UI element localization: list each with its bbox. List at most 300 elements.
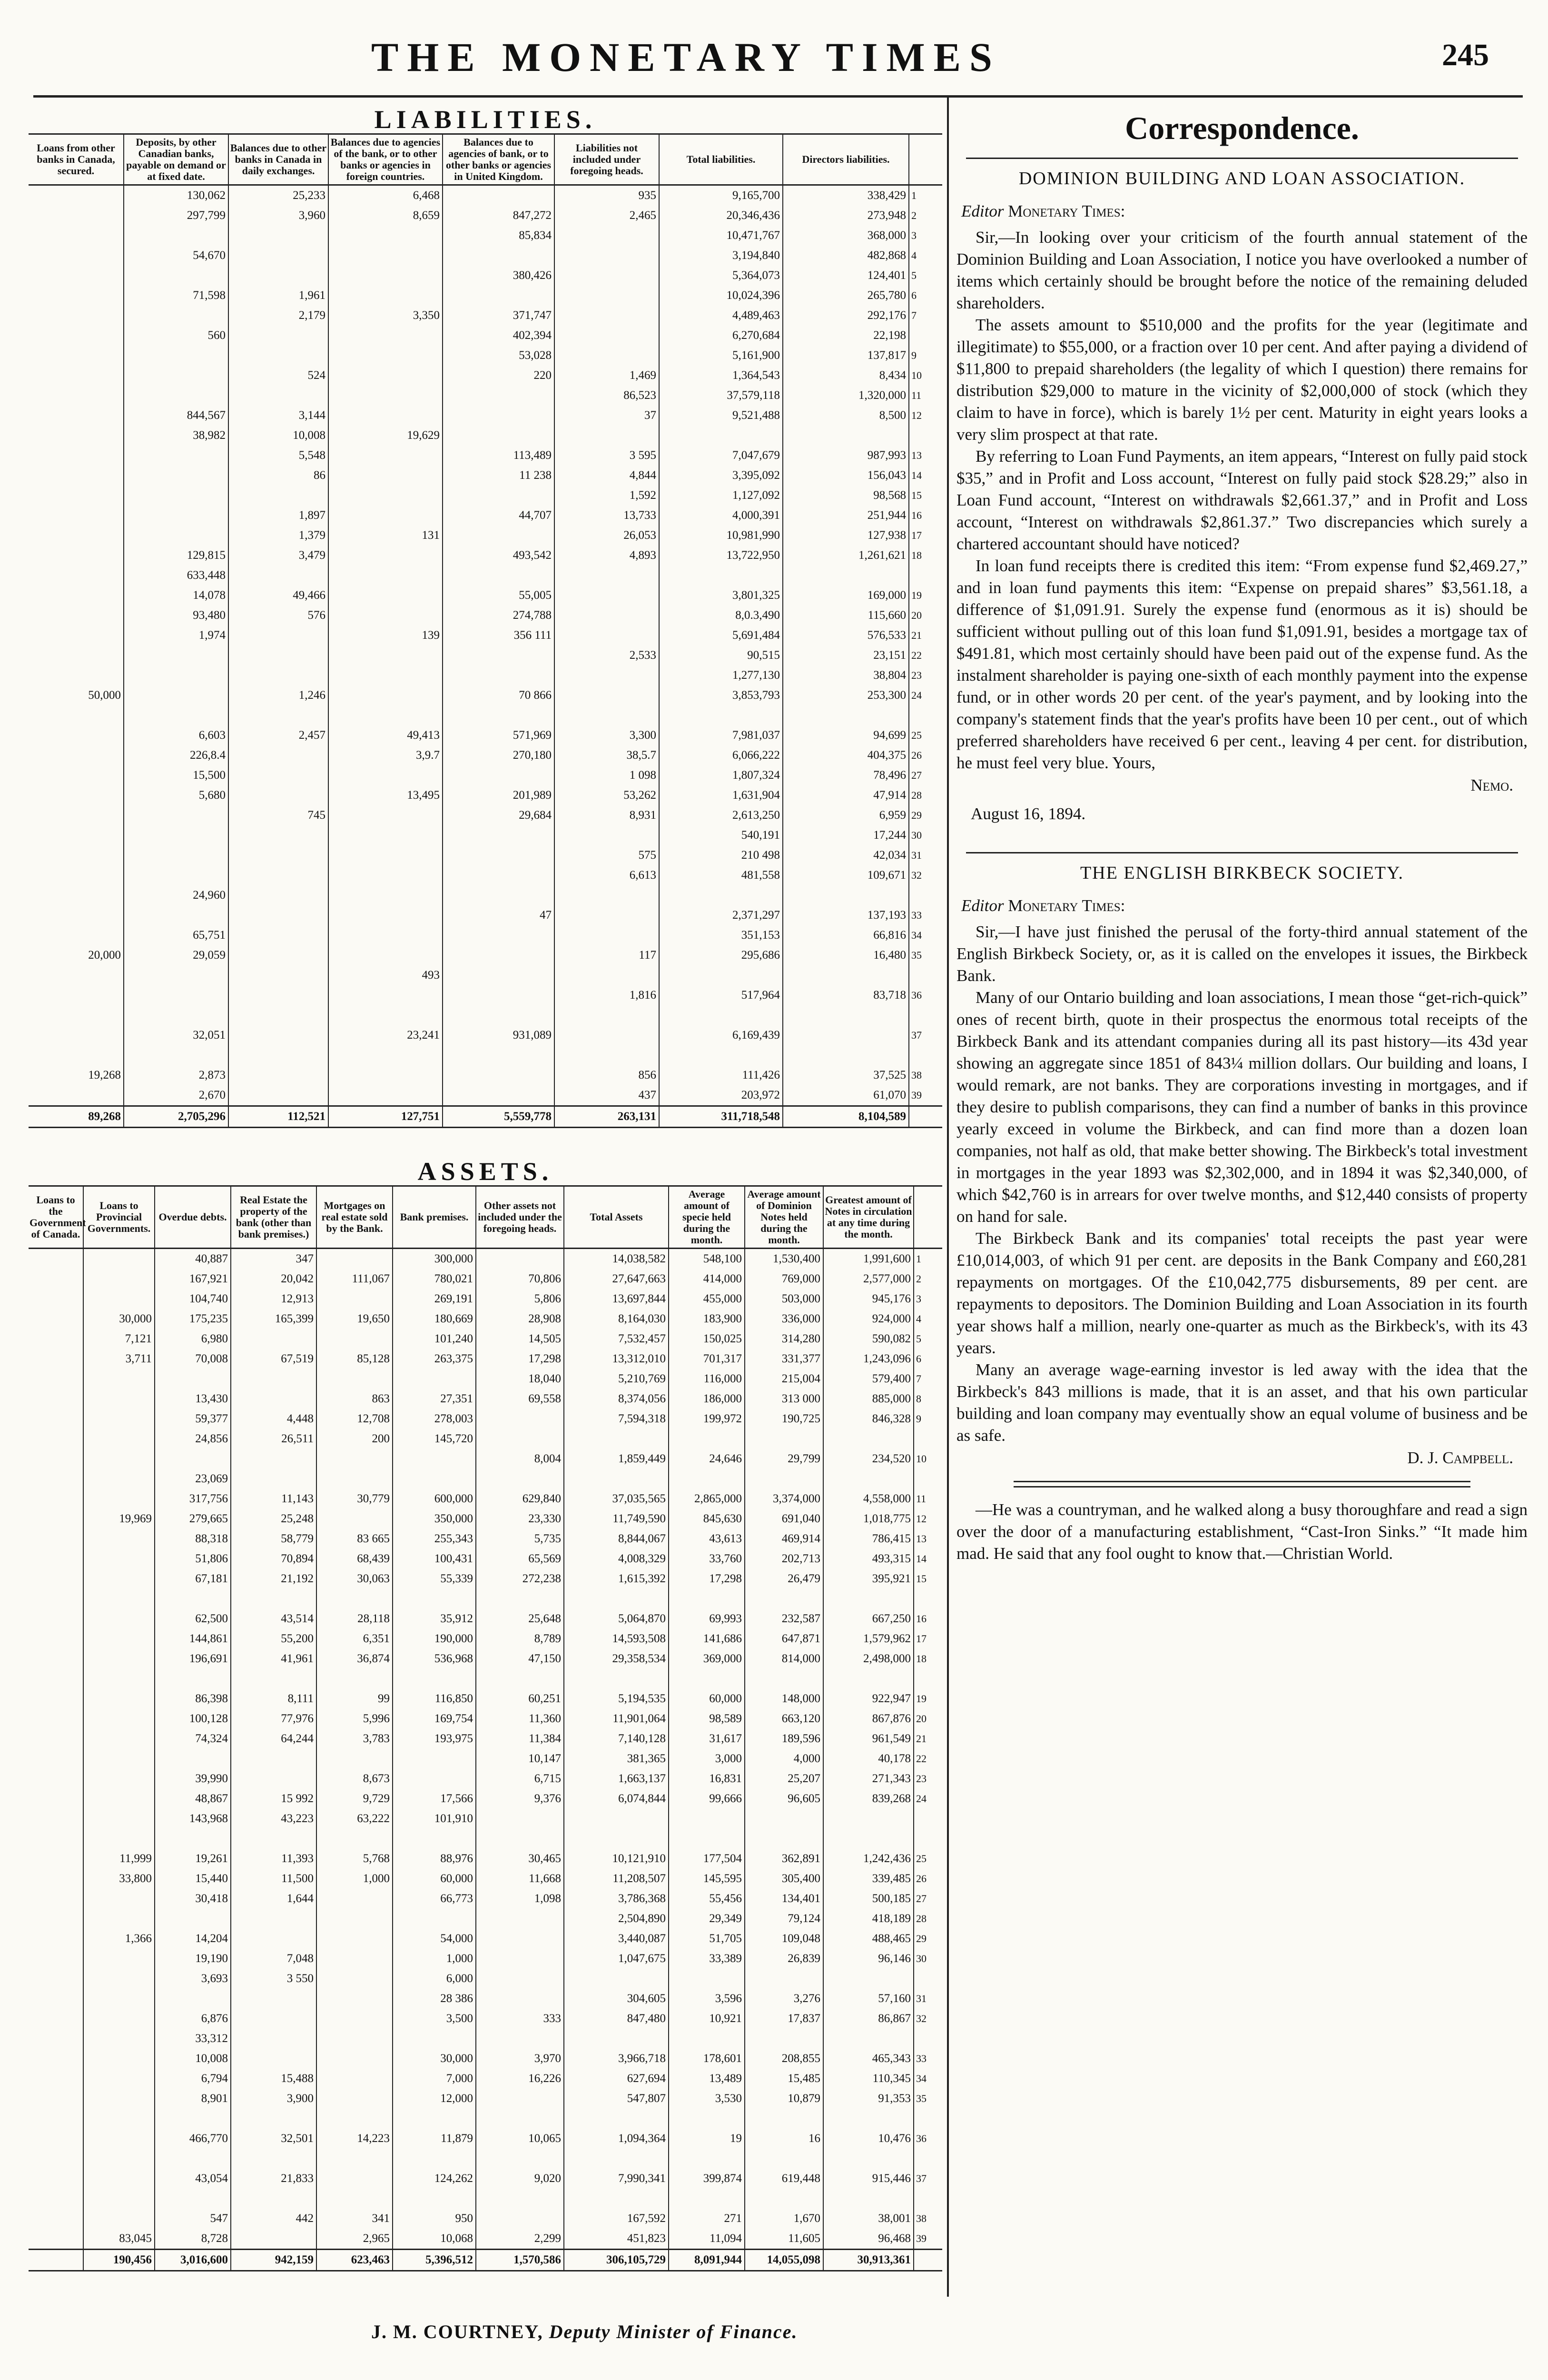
row-number: 11 [911, 389, 922, 401]
table-cell: 455,000 [669, 1289, 745, 1309]
table-cell: 169,754 [393, 1709, 476, 1729]
table-cell [29, 1005, 124, 1025]
table-row [29, 1269, 942, 1289]
table-cell: 111,067 [316, 1269, 393, 1289]
table-cell [823, 1829, 914, 1849]
row-number: 18 [916, 1653, 927, 1665]
table-cell: 10,065 [476, 2129, 564, 2149]
table-cell: 2,613,250 [659, 805, 783, 825]
table-cell: 9,020 [476, 2169, 564, 2189]
table-cell: 69,993 [669, 1609, 745, 1629]
table-cell: 25,207 [745, 1769, 823, 1789]
table-row [29, 665, 942, 685]
table-cell [328, 945, 443, 965]
table-cell [328, 1085, 443, 1106]
table-cell: 647,871 [745, 1629, 823, 1649]
table-cell: 7,594,318 [564, 1409, 669, 1429]
table-cell: 109,048 [745, 1929, 823, 1949]
table-cell: 942,159 [231, 2250, 316, 2271]
table-cell: 3,194,840 [659, 246, 783, 266]
table-cell [124, 366, 228, 386]
row-number: 19 [911, 589, 922, 601]
table-cell [29, 1469, 83, 1489]
table-cell [476, 1669, 564, 1689]
table-cell: 1,579,962 [823, 1629, 914, 1649]
table-cell [669, 1829, 745, 1849]
table-cell: 15,500 [124, 765, 228, 785]
table-cell: 11,500 [231, 1869, 316, 1889]
row-number: 20 [916, 1713, 927, 1725]
table-cell: 26,511 [231, 1429, 316, 1449]
table-cell: 3,374,000 [745, 1489, 823, 1509]
table-cell: 314,280 [745, 1329, 823, 1349]
table-cell [443, 486, 554, 506]
table-cell [443, 865, 554, 885]
table-cell [823, 2149, 914, 2169]
table-cell: 86,398 [155, 1689, 231, 1709]
table-cell: 8,500 [783, 406, 909, 426]
table-cell: 175,235 [155, 1309, 231, 1329]
table-row [29, 1469, 942, 1489]
row-number: 22 [911, 649, 922, 661]
table-cell [564, 2109, 669, 2129]
table-cell [476, 1249, 564, 1269]
table-cell [83, 1949, 155, 1969]
table-row [29, 2129, 942, 2149]
table-cell [124, 446, 228, 466]
table-cell [231, 1669, 316, 1689]
table-row [29, 1869, 942, 1889]
table-cell [231, 1449, 316, 1469]
table-cell: 2,705,296 [124, 1106, 228, 1128]
table-cell [29, 965, 124, 985]
table-cell: 6,000 [393, 1969, 476, 1989]
table-cell: 560 [124, 326, 228, 346]
table-cell [316, 1889, 393, 1909]
table-cell [83, 2109, 155, 2129]
table-row [29, 1789, 942, 1809]
table-cell: 98,568 [783, 486, 909, 506]
row-number: 36 [911, 989, 922, 1001]
table-cell: 65,569 [476, 1549, 564, 1569]
table-cell [316, 2069, 393, 2089]
table-cell: 2,865,000 [669, 1489, 745, 1509]
table-cell: 5,680 [124, 785, 228, 805]
table-cell: 17,244 [783, 825, 909, 845]
table-cell: 5,691,484 [659, 625, 783, 645]
table-cell: 274,788 [443, 605, 554, 625]
table-cell [124, 965, 228, 985]
heading-rule [966, 158, 1518, 159]
table-row [29, 1449, 942, 1469]
table-cell [83, 1589, 155, 1609]
table-cell: 24,646 [669, 1449, 745, 1469]
table-cell [83, 1909, 155, 1929]
table-row [29, 845, 942, 865]
table-row [29, 226, 942, 246]
table-row [29, 685, 942, 705]
letter2-salutation [961, 896, 1528, 915]
table-cell [29, 2029, 83, 2049]
table-cell: 867,876 [823, 1709, 914, 1729]
table-cell [29, 605, 124, 625]
table-cell [124, 1045, 228, 1065]
table-row [29, 2209, 942, 2229]
table-cell: 1,670 [745, 2209, 823, 2229]
table-cell [316, 1929, 393, 1949]
table-cell: 10,024,396 [659, 286, 783, 306]
row-number: 32 [916, 2013, 927, 2024]
table-cell: 371,747 [443, 306, 554, 326]
table-cell: 540,191 [659, 825, 783, 845]
table-cell: 145,720 [393, 1429, 476, 1449]
table-cell: 627,694 [564, 2069, 669, 2089]
table-cell [823, 1469, 914, 1489]
table-cell: 49,466 [228, 585, 328, 605]
row-number: 3 [916, 1293, 921, 1305]
table-cell: 143,968 [155, 1809, 231, 1829]
row-number [909, 1005, 942, 1025]
table-cell: 30,063 [316, 1569, 393, 1589]
table-cell: 38,001 [823, 2209, 914, 2229]
table-cell [29, 1969, 83, 1989]
table-cell: 6,074,844 [564, 1789, 669, 1809]
table-cell: 96,146 [823, 1949, 914, 1969]
table-cell: 24,960 [124, 885, 228, 905]
table-cell [328, 366, 443, 386]
table-cell: 263,131 [554, 1106, 659, 1128]
table-cell [155, 2109, 231, 2129]
table-cell: 2,498,000 [823, 1649, 914, 1669]
table-cell [228, 386, 328, 406]
table-cell: 1,644 [231, 1889, 316, 1909]
table-cell [328, 905, 443, 925]
table-cell [823, 2189, 914, 2209]
table-cell [328, 466, 443, 486]
table-cell [316, 1329, 393, 1349]
salutation-suffix: : [1120, 202, 1125, 220]
table-cell [83, 2149, 155, 2169]
table-cell [29, 1269, 83, 1289]
table-row [29, 1809, 942, 1829]
lia-col-header-7: Directors liabilities. [783, 134, 909, 185]
table-cell [231, 2009, 316, 2029]
table-cell: 94,699 [783, 725, 909, 745]
table-cell: 69,558 [476, 1389, 564, 1409]
table-cell: 183,900 [669, 1309, 745, 1329]
table-cell: 3,960 [228, 206, 328, 226]
table-cell [228, 1045, 328, 1065]
row-number [914, 1669, 942, 1689]
row-number [909, 705, 942, 725]
lia-col-header-6: Total liabilities. [659, 134, 783, 185]
table-cell: 89,268 [29, 1106, 124, 1128]
table-cell [83, 1749, 155, 1769]
row-number: 16 [911, 509, 922, 521]
table-cell [124, 905, 228, 925]
table-row [29, 1025, 942, 1045]
table-cell: 25,233 [228, 185, 328, 206]
table-cell [83, 1889, 155, 1909]
table-cell [443, 985, 554, 1005]
table-row [29, 1889, 942, 1909]
table-cell: 86,523 [554, 386, 659, 406]
row-number: 16 [916, 1613, 927, 1625]
table-cell: 10,471,767 [659, 226, 783, 246]
table-cell: 28,908 [476, 1309, 564, 1329]
table-cell [29, 2169, 83, 2189]
table-cell: 18,040 [476, 1369, 564, 1389]
table-row [29, 386, 942, 406]
table-cell: 253,300 [783, 685, 909, 705]
table-cell [316, 2169, 393, 2189]
table-cell: 55,005 [443, 585, 554, 605]
table-cell [328, 346, 443, 366]
table-cell [228, 246, 328, 266]
table-cell: 210 498 [659, 845, 783, 865]
row-number: 13 [911, 449, 922, 461]
table-cell: 2,873 [124, 1065, 228, 1085]
table-cell [443, 1045, 554, 1065]
table-cell: 351,153 [659, 925, 783, 945]
table-cell [316, 1589, 393, 1609]
table-cell [443, 565, 554, 585]
table-cell: 8,434 [783, 366, 909, 386]
table-cell: 53,028 [443, 346, 554, 366]
table-cell: 21,833 [231, 2169, 316, 2189]
table-cell: 200 [316, 1429, 393, 1449]
table-cell: 177,504 [669, 1849, 745, 1869]
table-row [29, 526, 942, 545]
table-cell [29, 1849, 83, 1869]
table-cell [443, 185, 554, 206]
letter-separator [966, 852, 1518, 853]
table-cell: 9,521,488 [659, 406, 783, 426]
row-number: 4 [916, 1313, 921, 1325]
table-cell: 402,394 [443, 326, 554, 346]
table-cell: 96,468 [823, 2229, 914, 2250]
table-cell [554, 565, 659, 585]
letter1-paragraph-2: By referring to Loan Fund Payments, an item appears, “Interest on fully paid stock $35,” and in Profit and Loss account, “Interest on fully paid stock $28.29;” also in Loan Fund account, “Interest on withdrawals $2,661.37,” and in Profit and Loss account, “Interest on withdrawals $2,861.37.” Two discrepancies which surely a chartered accountant should have noticed? [956, 447, 1528, 553]
letter1-paragraph-0: Sir,—In looking over your criticism of the fourth annual statement of the Dominion Building and Loan Association, I notice you have overlooked a number of items which certainly should be brought before the notice of the remaining deluded shareholders. [956, 228, 1528, 312]
row-number: 38 [916, 2212, 927, 2224]
table-cell: 4,893 [554, 545, 659, 565]
table-row [29, 605, 942, 625]
table-cell: 924,000 [823, 1309, 914, 1329]
table-cell: 368,000 [783, 226, 909, 246]
table-cell [29, 1045, 124, 1065]
table-cell [29, 985, 124, 1005]
table-cell [669, 1429, 745, 1449]
table-cell: 189,596 [745, 1729, 823, 1749]
table-cell: 856 [554, 1065, 659, 1085]
table-row [29, 2009, 942, 2029]
table-cell: 347 [231, 1249, 316, 1269]
table-cell [228, 985, 328, 1005]
table-cell: 78,496 [783, 765, 909, 785]
table-cell [231, 1329, 316, 1349]
table-cell [29, 466, 124, 486]
table-cell [745, 2189, 823, 2209]
table-cell: 780,021 [393, 1269, 476, 1289]
table-cell [554, 326, 659, 346]
table-row [29, 1589, 942, 1609]
table-cell [231, 2149, 316, 2169]
table-cell [29, 845, 124, 865]
table-cell: 86,867 [823, 2009, 914, 2029]
row-number [914, 2029, 942, 2049]
table-cell [29, 865, 124, 885]
table-cell: 1,094,364 [564, 2129, 669, 2149]
table-cell [83, 1549, 155, 1569]
table-cell: 1,859,449 [564, 1449, 669, 1469]
table-cell: 85,834 [443, 226, 554, 246]
table-cell: 1,570,586 [476, 2250, 564, 2271]
table-cell: 14,223 [316, 2129, 393, 2149]
table-cell: 11,384 [476, 1729, 564, 1749]
table-cell [443, 845, 554, 865]
header-rule [33, 95, 1523, 98]
ast-col-header-7: Total Assets [564, 1186, 669, 1249]
row-number: 14 [916, 1553, 927, 1565]
table-cell [29, 1689, 83, 1709]
table-cell: 7,981,037 [659, 725, 783, 745]
table-cell [393, 1469, 476, 1489]
table-cell: 4,489,463 [659, 306, 783, 326]
table-cell: 127,938 [783, 526, 909, 545]
table-cell: 3,350 [328, 306, 443, 326]
table-cell: 5,806 [476, 1289, 564, 1309]
table-cell [783, 1025, 909, 1045]
table-cell: 19,969 [83, 1509, 155, 1529]
table-cell: 5,559,778 [443, 1106, 554, 1128]
table-cell [124, 526, 228, 545]
table-cell [124, 865, 228, 885]
table-row [29, 1569, 942, 1589]
table-cell [83, 1289, 155, 1309]
table-cell: 1,663,137 [564, 1769, 669, 1789]
table-cell [443, 386, 554, 406]
table-cell: 220 [443, 366, 554, 386]
table-cell: 111,426 [659, 1065, 783, 1085]
table-cell: 29,799 [745, 1449, 823, 1469]
table-cell [228, 865, 328, 885]
table-cell [783, 426, 909, 446]
table-cell [124, 845, 228, 865]
table-cell [328, 386, 443, 406]
table-cell: 847,480 [564, 2009, 669, 2029]
table-cell [316, 1369, 393, 1389]
table-cell: 2,670 [124, 1085, 228, 1106]
table-cell [476, 1809, 564, 1829]
table-cell: 273,948 [783, 206, 909, 226]
letter2-paragraph-2: The Birkbeck Bank and its companies' total receipts the past year were £10,014,003, of which 91 per cent. are deposits in the Bank Company and £60,281 repayments on mortgages. Of the £10,042,775 disbursements, 89 per cent. are repayments to depositors. The Dominion Building and Loan Association in its fourth year shows half a million, nearly one-quarter as much as the Birkbeck's, with its 43 years. [956, 1229, 1528, 1357]
table-cell: 336,000 [745, 1309, 823, 1329]
table-cell: 165,399 [231, 1309, 316, 1329]
table-cell: 493 [328, 965, 443, 985]
table-cell: 145,595 [669, 1869, 745, 1889]
table-cell: 8,091,944 [669, 2250, 745, 2271]
row-number: 9 [911, 349, 917, 361]
table-cell: 11,360 [476, 1709, 564, 1729]
table-cell [231, 2109, 316, 2129]
table-cell: 37 [554, 406, 659, 426]
table-cell: 124,401 [783, 266, 909, 286]
table-cell [316, 1749, 393, 1769]
table-cell [231, 1769, 316, 1789]
ast-col-header-3: Real Estate the property of the bank (other than bank premises.) [231, 1186, 316, 1249]
table-cell [29, 246, 124, 266]
table-cell [29, 1629, 83, 1649]
table-cell [83, 1789, 155, 1809]
table-cell: 64,244 [231, 1729, 316, 1749]
row-number: 9 [916, 1413, 921, 1425]
table-cell [393, 1749, 476, 1769]
table-cell: 3,783 [316, 1729, 393, 1749]
table-cell [443, 526, 554, 545]
row-number: 35 [916, 2092, 927, 2104]
table-cell: 19,268 [29, 1065, 124, 1085]
table-cell: 3,440,087 [564, 1929, 669, 1949]
table-cell: 263,375 [393, 1349, 476, 1369]
table-cell: 5,194,535 [564, 1689, 669, 1709]
table-cell: 437 [554, 1085, 659, 1106]
table-cell: 271 [669, 2209, 745, 2229]
table-cell: 20,042 [231, 1269, 316, 1289]
table-row [29, 1669, 942, 1689]
table-cell [83, 1269, 155, 1289]
salutation-suffix: : [1120, 896, 1125, 915]
table-cell: 29,349 [669, 1909, 745, 1929]
table-cell [29, 765, 124, 785]
table-cell: 1,000 [393, 1949, 476, 1969]
table-cell: 1,897 [228, 506, 328, 526]
table-cell: 846,328 [823, 1409, 914, 1429]
table-cell [476, 1469, 564, 1489]
table-cell: 65,751 [124, 925, 228, 945]
table-cell: 85,128 [316, 1349, 393, 1369]
table-cell: 37,579,118 [659, 386, 783, 406]
table-cell: 15,488 [231, 2069, 316, 2089]
signer-name: J. M. COURTNEY, [371, 2321, 543, 2342]
row-number: 31 [916, 1993, 927, 2004]
table-cell: 190,456 [83, 2250, 155, 2271]
table-cell [328, 665, 443, 685]
table-cell: 13,430 [155, 1389, 231, 1409]
table-cell [155, 1829, 231, 1849]
table-cell: 7,047,679 [659, 446, 783, 466]
table-row [29, 406, 942, 426]
table-cell [564, 1829, 669, 1849]
table-cell: 3 595 [554, 446, 659, 466]
table-cell: 667,250 [823, 1609, 914, 1629]
table-cell: 844,567 [124, 406, 228, 426]
table-cell [83, 1449, 155, 1469]
row-number: 27 [916, 1893, 927, 1904]
table-cell: 517,964 [659, 985, 783, 1005]
table-cell: 395,921 [823, 1569, 914, 1589]
table-cell: 469,914 [745, 1529, 823, 1549]
table-cell [316, 1669, 393, 1689]
table-cell: 369,000 [669, 1649, 745, 1669]
table-cell [823, 1589, 914, 1609]
table-cell [554, 925, 659, 945]
row-number: 32 [911, 869, 922, 881]
table-cell: 3,530 [669, 2089, 745, 2109]
table-cell [228, 905, 328, 925]
table-cell [328, 765, 443, 785]
table-cell: 4,008,329 [564, 1549, 669, 1569]
